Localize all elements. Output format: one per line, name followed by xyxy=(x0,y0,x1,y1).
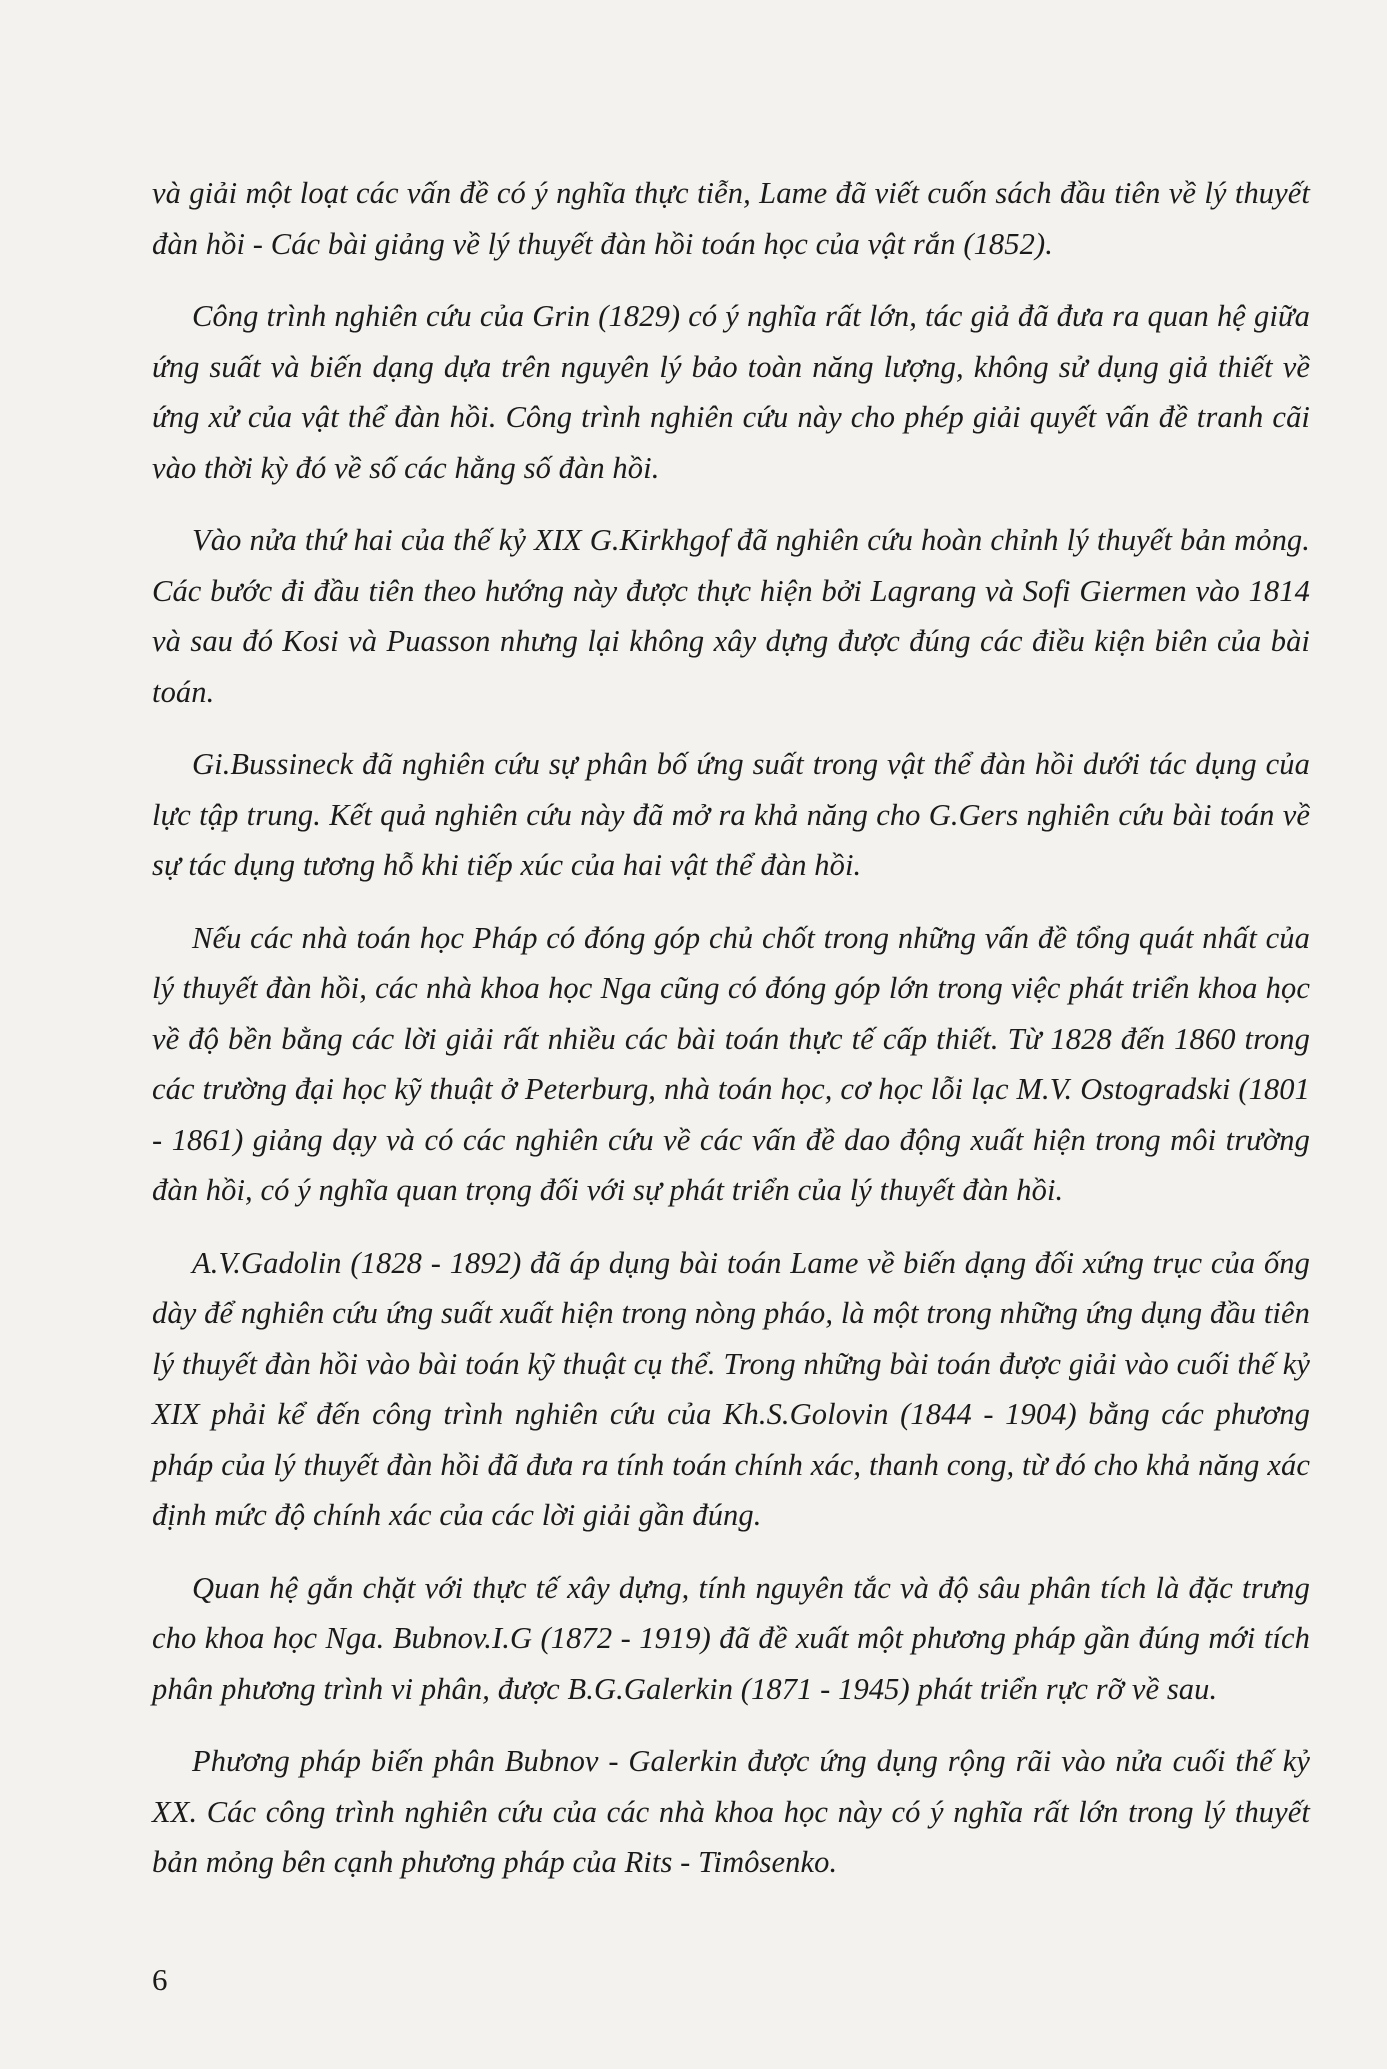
paragraph-grin: Công trình nghiên cứu của Grin (1829) có ý nghĩa rất lớn, tác giả đã đưa ra quan hệ giữa ứng suất và biến dạng dựa trên nguyên lý bảo toàn năng lượng, không sử dụng giả thiết về ứng xử của vật thể đàn hồi. Công trình nghiên cứu này cho phép giải quyết vấn đề tranh cãi vào thời kỳ đó về số các hằng số đàn hồi. xyxy=(152,299,1310,485)
paragraph-gadolin: A.V.Gadolin (1828 - 1892) đã áp dụng bài toán Lame về biến dạng đối xứng trục của ống dày để nghiên cứu ứng suất xuất hiện trong nòng pháo, là một trong những ứng dụng đầu tiên lý thuyết đàn hồi vào bài toán kỹ thuật cụ thể. Trong những bài toán được giải vào cuối thế kỷ XIX phải kể đến công trình nghiên cứu của Kh.S.Golovin (1844 - 1904) bằng các phương pháp của lý thuyết đàn hồi đã đưa ra tính toán chính xác, thanh cong, từ đó cho khả năng xác định mức độ chính xác của các lời giải gần đúng. xyxy=(152,1245,1310,1532)
paragraph-kirkhgof: Vào nửa thứ hai của thế kỷ XIX G.Kirkhgof đã nghiên cứu hoàn chỉnh lý thuyết bản mỏng. Các bước đi đầu tiên theo hướng này được thực hiện bởi Lagrang và Sofi Giermen vào 1814 và sau đó Kosi và Puasson nhưng lại không xây dựng được đúng các điều kiện biên của bài toán. xyxy=(152,523,1310,709)
paragraph-russian-science: Nếu các nhà toán học Pháp có đóng góp chủ chốt trong những vấn đề tổng quát nhất của lý thuyết đàn hồi, các nhà khoa học Nga cũng có đóng góp lớn trong việc phát triển khoa học về độ bền bằng các lời giải rất nhiều các bài toán thực tế cấp thiết. Từ 1828 đến 1860 trong các trường đại học kỹ thuật ở Peterburg, nhà toán học, cơ học lỗi lạc M.V. Ostogradski (1801 - 1861) giảng dạy và có các nghiên cứu về các vấn đề dao động xuất hiện trong môi trường đàn hồi, có ý nghĩa quan trọng đối với sự phát triển của lý thuyết đàn hồi. xyxy=(152,920,1310,1207)
body-text xyxy=(152,168,1310,1910)
page-number: 6 xyxy=(152,1962,168,1997)
paragraph-bussineck: Gi.Bussineck đã nghiên cứu sự phân bố ứng suất trong vật thể đàn hồi dưới tác dụng của lực tập trung. Kết quả nghiên cứu này đã mở ra khả năng cho G.Gers nghiên cứu bài toán về sự tác dụng tương hỗ khi tiếp xúc của hai vật thể đàn hồi. xyxy=(152,747,1310,882)
paragraph-bubnov: Quan hệ gắn chặt với thực tế xây dựng, tính nguyên tắc và độ sâu phân tích là đặc trưng cho khoa học Nga. Bubnov.I.G (1872 - 1919) đã đề xuất một phương pháp gần đúng mới tích phân phương trình vi phân, được B.G.Galerkin (1871 - 1945) phát triển rực rỡ về sau. xyxy=(152,1570,1310,1706)
paragraph-bubnov-galerkin-method: Phương pháp biến phân Bubnov - Galerkin được ứng dụng rộng rãi vào nửa cuối thế kỷ XX. Các công trình nghiên cứu của các nhà khoa học này có ý nghĩa rất lớn trong lý thuyết bản mỏng bên cạnh phương pháp của Rits - Timôsenko. xyxy=(152,1744,1310,1879)
paragraph-lame-book: và giải một loạt các vấn đề có ý nghĩa thực tiễn, Lame đã viết cuốn sách đầu tiên về lý thuyết đàn hồi - Các bài giảng về lý thuyết đàn hồi toán học của vật rắn (1852). xyxy=(152,176,1310,261)
